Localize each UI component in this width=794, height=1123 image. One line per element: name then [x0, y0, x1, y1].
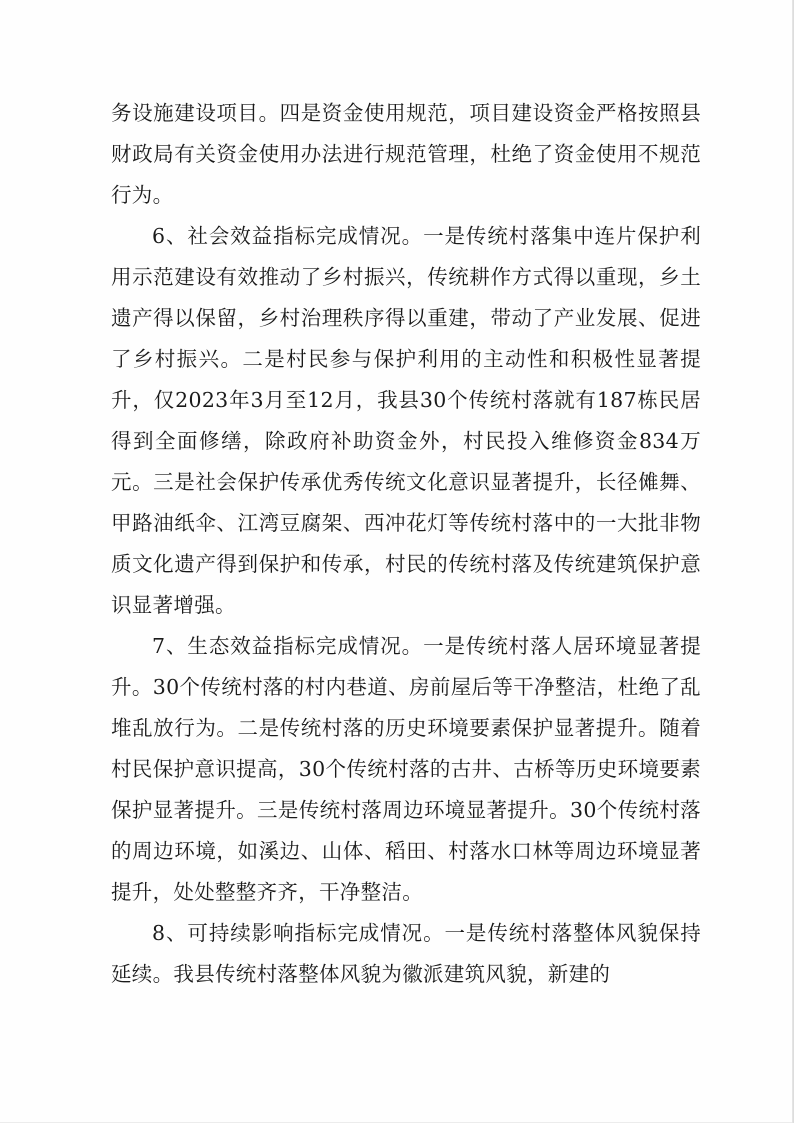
body-text	[111, 93, 701, 995]
paragraph-ecological-benefit: 7、生态效益指标完成情况。一是传统村落人居环境显著提升。30个传统村落的村内巷道、房前屋后等干净整洁，杜绝了乱堆乱放行为。二是传统村落的历史环境要素保护显著提升。随着村民保护意识提高，30个传统村落的古井、古桥等历史环境要素保护显著提升。三是传统村落周边环境显著提升。30个传统村落的周边环境，如溪边、山体、稻田、村落水口林等周边环境显著提升，处处整整齐齐，干净整洁。	[111, 634, 701, 904]
paragraph-sustainable-impact: 8、可持续影响指标完成情况。一是传统村落整体风貌保持延续。我县传统村落整体风貌为徽派建筑风貌，新建的	[111, 921, 701, 986]
paragraph-continuation: 务设施建设项目。四是资金使用规范，项目建设资金严格按照县财政局有关资金使用办法进行规范管理，杜绝了资金使用不规范行为。	[111, 101, 701, 207]
paragraph-social-benefit: 6、社会效益指标完成情况。一是传统村落集中连片保护利用示范建设有效推动了乡村振兴，传统耕作方式得以重现，乡土遗产得以保留，乡村治理秩序得以重建，带动了产业发展、促进了乡村振兴。二是村民参与保护利用的主动性和积极性显著提升，仅2023年3月至12月，我县30个传统村落就有187栋民居得到全面修缮，除政府补助资金外，村民投入维修资金834万元。三是社会保护传承优秀传统文化意识显著提升，长径傩舞、甲路油纸伞、江湾豆腐架、西冲花灯等传统村落中的一大批非物质文化遗产得到保护和传承，村民的传统村落及传统建筑保护意识显著增强。	[111, 224, 701, 617]
